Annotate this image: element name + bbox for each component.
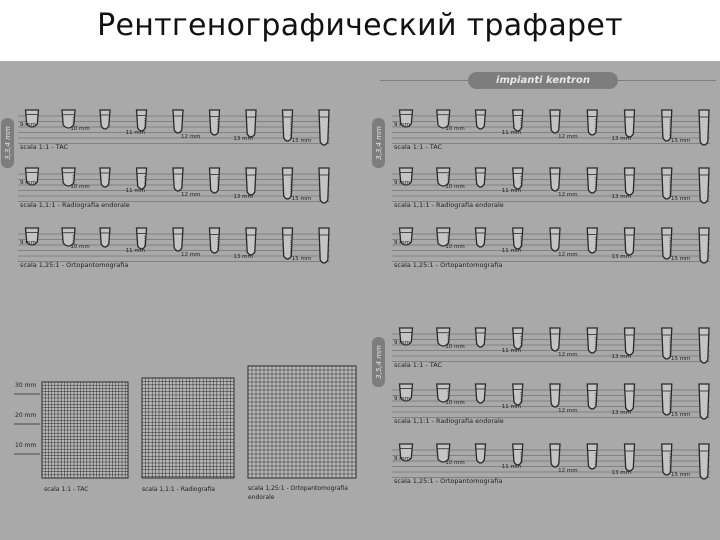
implant-outline xyxy=(283,168,293,199)
implant-outline xyxy=(550,328,560,351)
size-label: 13 mm xyxy=(611,410,631,416)
size-label: 10 mm xyxy=(445,244,465,250)
implant-outline xyxy=(246,228,256,255)
implant-outline xyxy=(587,384,597,409)
scale-label-10: 10 mm xyxy=(15,442,37,449)
implant-outline xyxy=(476,328,486,347)
scale-caption: scala 1,25:1 - Ortopantomografia xyxy=(394,477,503,485)
scale-caption: scala 1,25:1 - Ortopantomografia xyxy=(394,261,503,269)
implant-outline xyxy=(699,444,709,479)
size-label: 13 mm xyxy=(611,470,631,476)
size-label: 10 mm xyxy=(445,184,465,190)
size-label: 11 mm xyxy=(501,348,522,354)
implant-outline xyxy=(550,168,560,191)
size-label: 9 mm xyxy=(394,122,410,128)
implant-outline xyxy=(587,168,597,193)
implant-outline xyxy=(210,168,220,193)
brand-logo: impianti kentron xyxy=(468,72,618,89)
implant-outline xyxy=(625,444,635,471)
size-label: 12 mm xyxy=(558,468,578,474)
implant-outline xyxy=(662,228,672,259)
implant-outline xyxy=(173,228,183,251)
size-label: 13 mm xyxy=(233,254,253,260)
size-label: 11 mm xyxy=(501,130,522,136)
size-label: 12 mm xyxy=(558,352,578,358)
size-label: 9 mm xyxy=(394,240,410,246)
size-label: 11 mm xyxy=(501,464,522,470)
implant-outline xyxy=(587,444,597,469)
size-label: 9 mm xyxy=(20,180,36,186)
implant-outline xyxy=(476,168,486,187)
side-tab-right-bottom: 3,5,4 mm xyxy=(372,337,385,387)
implant-outline xyxy=(662,444,672,475)
size-label: 9 mm xyxy=(394,180,410,186)
implant-outline xyxy=(319,110,329,145)
implant-outline xyxy=(587,328,597,353)
size-label: 15 mm xyxy=(670,196,691,202)
size-label: 10 mm xyxy=(445,344,465,350)
size-label: 15 mm xyxy=(670,356,691,362)
implant-outline xyxy=(246,110,256,137)
size-label: 9 mm xyxy=(20,122,36,128)
size-label: 10 mm xyxy=(70,184,90,190)
implant-outline xyxy=(625,328,635,355)
size-label: 11 mm xyxy=(125,248,146,254)
implant-outline xyxy=(699,228,709,263)
grid-caption-tac: scala 1:1 - TAC xyxy=(44,486,89,493)
implant-outline xyxy=(476,228,486,247)
size-label: 9 mm xyxy=(394,340,410,346)
side-tab-left: 3,3,4 mm xyxy=(1,118,14,168)
size-label: 10 mm xyxy=(70,126,90,132)
implant-outline xyxy=(550,384,560,407)
size-label: 15 mm xyxy=(670,256,691,262)
scale-caption: scala 1,1:1 - Radiografia endorale xyxy=(394,201,504,209)
side-tab-right-top: 3,3,4 mm xyxy=(372,118,385,168)
grid-caption-radiografia: scala 1,1:1 - Radiografia xyxy=(142,486,215,493)
size-label: 15 mm xyxy=(291,138,312,144)
implant-outline xyxy=(476,384,486,403)
size-label: 13 mm xyxy=(611,194,631,200)
grid-caption-ortopantomografia: scala 1,25:1 - Ortopantomografia endorale xyxy=(248,485,348,501)
size-label: 10 mm xyxy=(445,126,465,132)
implant-outline xyxy=(550,110,560,133)
implant-outline xyxy=(662,110,672,141)
implant-outline xyxy=(246,168,256,195)
implant-outline xyxy=(100,168,110,187)
implant-outline xyxy=(625,168,635,195)
implant-outline xyxy=(662,328,672,359)
implant-outline xyxy=(283,228,293,259)
size-label: 13 mm xyxy=(611,354,631,360)
size-label: 15 mm xyxy=(670,472,691,478)
implant-outline xyxy=(550,444,560,467)
scale-caption: scala 1,25:1 - Ortopantomografia xyxy=(20,261,129,269)
implant-outline xyxy=(662,168,672,199)
scale-caption: scala 1:1 - TAC xyxy=(394,143,443,151)
size-label: 9 mm xyxy=(20,240,36,246)
size-label: 12 mm xyxy=(558,408,578,414)
implant-outline xyxy=(173,168,183,191)
slide-title: Рентгенографический трафарет xyxy=(97,8,623,43)
size-label: 12 mm xyxy=(181,192,201,198)
implant-outline xyxy=(625,384,635,411)
implant-outline xyxy=(283,110,293,141)
size-label: 12 mm xyxy=(181,134,201,140)
size-label: 11 mm xyxy=(501,188,522,194)
size-label: 15 mm xyxy=(291,196,312,202)
size-label: 13 mm xyxy=(233,194,253,200)
scale-caption: scala 1,1:1 - Radiografia endorale xyxy=(394,417,504,425)
implant-outline xyxy=(100,228,110,247)
implant-outline xyxy=(587,228,597,253)
size-label: 10 mm xyxy=(70,244,90,250)
implant-outline xyxy=(476,110,486,129)
size-label: 15 mm xyxy=(670,412,691,418)
size-label: 11 mm xyxy=(125,130,146,136)
implant-outline xyxy=(319,168,329,203)
scale-caption: scala 1:1 - TAC xyxy=(20,143,69,151)
implant-outline xyxy=(587,110,597,135)
implant-outline xyxy=(476,444,486,463)
size-label: 13 mm xyxy=(611,136,631,142)
implant-outline xyxy=(699,168,709,203)
size-label: 10 mm xyxy=(445,460,465,466)
scale-label-20: 20 mm xyxy=(15,412,37,419)
implant-outline xyxy=(662,384,672,415)
implant-outline xyxy=(625,228,635,255)
size-label: 11 mm xyxy=(501,248,522,254)
size-label: 15 mm xyxy=(291,256,312,262)
size-label: 12 mm xyxy=(181,252,201,258)
size-label: 15 mm xyxy=(670,138,691,144)
scale-label-30: 30 mm xyxy=(15,382,37,389)
size-label: 9 mm xyxy=(394,396,410,402)
implant-outline xyxy=(210,228,220,253)
implant-outline xyxy=(100,110,110,129)
size-label: 11 mm xyxy=(501,404,522,410)
size-label: 12 mm xyxy=(558,192,578,198)
implant-outline xyxy=(210,110,220,135)
implant-outline xyxy=(625,110,635,137)
size-label: 10 mm xyxy=(445,400,465,406)
implant-outline xyxy=(699,384,709,419)
size-label: 12 mm xyxy=(558,252,578,258)
scale-caption: scala 1,1:1 - Radiografia endorale xyxy=(20,201,130,209)
size-label: 12 mm xyxy=(558,134,578,140)
implant-outline xyxy=(699,110,709,145)
implant-outline xyxy=(550,228,560,251)
size-label: 13 mm xyxy=(233,136,253,142)
implant-outline xyxy=(173,110,183,133)
size-label: 13 mm xyxy=(611,254,631,260)
size-label: 11 mm xyxy=(125,188,146,194)
implant-outline xyxy=(699,328,709,363)
implant-outline xyxy=(319,228,329,263)
scale-caption: scala 1:1 - TAC xyxy=(394,361,443,369)
size-label: 9 mm xyxy=(394,456,410,462)
